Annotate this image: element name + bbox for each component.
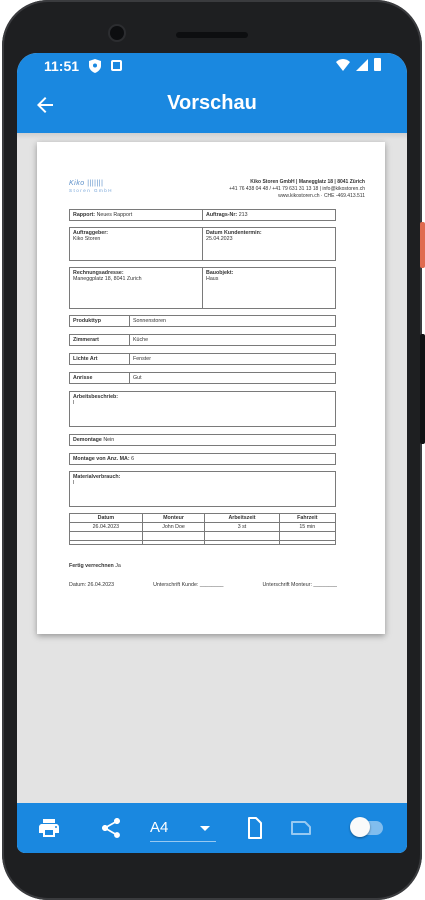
wifi-icon [336, 59, 350, 71]
auftrag-cell [203, 210, 335, 220]
time-table [69, 513, 336, 545]
datum-kt-value: 25.04.2023 [206, 236, 233, 242]
auftrag-label: Auftrags-Nr: [206, 212, 238, 218]
auftraggeber-cell [70, 228, 203, 260]
demontage-row [69, 434, 336, 446]
demontage-label: Demontage [73, 437, 102, 443]
material-label: Materialverbrauch: [73, 474, 121, 480]
zimmerart-label: Zimmerart [70, 335, 130, 345]
montage-row [69, 453, 336, 465]
company-contact-line: +41 76 438 04 48 / +41 79 631 31 13 18 | info@kikostoren.ch [229, 186, 365, 193]
table-cell: 26.04.2023 [70, 523, 143, 532]
lichte-art-row [69, 353, 336, 365]
material-value: I [73, 480, 75, 486]
volume-button [420, 334, 425, 444]
fertig-label: Fertig verrechnen [69, 563, 114, 569]
table-row [70, 532, 336, 541]
zimmerart-row [69, 334, 336, 346]
anrisse-value: Gut [133, 375, 142, 381]
shield-icon [89, 59, 101, 73]
arbeitsbeschrieb-box [69, 391, 336, 427]
table-header: Datum [70, 514, 143, 523]
page-title: Vorschau [167, 92, 257, 114]
bottom-toolbar [17, 803, 407, 853]
arbeitsbeschrieb-label: Arbeitsbeschrieb: [73, 394, 119, 400]
status-icons [336, 58, 381, 71]
fertig-line [69, 563, 121, 569]
speaker [176, 32, 248, 38]
lichte-art-label: Lichte Art [70, 354, 130, 364]
table-row [70, 523, 336, 532]
signal-icon [356, 59, 368, 71]
camera [110, 26, 124, 40]
table-header: Monteur [142, 514, 205, 523]
logo-text: Kiko [69, 180, 85, 187]
signature-date: Datum: 26.04.2023 [69, 582, 115, 588]
document-page [37, 142, 385, 634]
table-cell: John Doe [142, 523, 205, 532]
bauobjekt-value: Haus [206, 276, 219, 282]
status-bar [17, 53, 407, 79]
demontage-value: Nein [103, 437, 115, 443]
share-icon[interactable] [99, 816, 123, 840]
datum-kt-label: Datum Kundentermin: [206, 230, 262, 236]
produkttyp-label: Produkttyp [70, 316, 130, 326]
company-header [229, 179, 365, 201]
datum-kt-cell [203, 228, 335, 260]
rechnung-label: Rechnungsadresse: [73, 270, 124, 276]
status-time: 11:51 [44, 58, 80, 74]
preview-shadow [17, 133, 407, 139]
screen [17, 53, 407, 853]
auftrag-value: 213 [238, 212, 248, 218]
auftraggeber-row [69, 227, 336, 261]
landscape-page-icon[interactable] [289, 816, 313, 840]
bauobjekt-label: Bauobjekt: [206, 270, 234, 276]
app-bar [17, 79, 407, 133]
materialverbrauch-box [69, 471, 336, 507]
produkttyp-value: Sonnenstoren [133, 318, 166, 324]
produkttyp-row [69, 315, 336, 327]
format-dropdown-underline [150, 841, 216, 842]
page-format-value[interactable]: A4 [150, 819, 169, 836]
arbeitsbeschrieb-value: I [73, 400, 75, 406]
notification-icon [111, 60, 122, 71]
table-header: Arbeitszeit [205, 514, 279, 523]
montage-label: Montage von Anz. MA: [73, 456, 130, 462]
toggle-thumb[interactable] [350, 817, 370, 837]
rapport-cell [70, 210, 203, 220]
table-row [70, 541, 336, 545]
anrisse-label: Anrisse [70, 373, 130, 383]
company-web-line: www.kikostoren.ch · CHE -469.413.511 [278, 193, 365, 200]
bauobjekt-cell [203, 268, 335, 308]
table-header-row [70, 514, 336, 523]
rechnung-value: Maneggplatz 18, 8041 Zurich [73, 276, 142, 282]
table-header: Fahrzeit [279, 514, 335, 523]
anrisse-row [69, 372, 336, 384]
printer-icon[interactable] [37, 816, 61, 840]
logo-bars: ||||||| [87, 180, 104, 187]
rapport-row [69, 209, 336, 221]
lichte-art-value: Fenster [133, 356, 151, 362]
arrow-drop-down-icon[interactable] [193, 816, 217, 840]
logo-subtext: Storen GmbH [69, 188, 114, 193]
company-name-line: Kiko Storen GmbH | Manegglatz 18 | 8041 Zürich [250, 179, 365, 185]
table-cell: 3 st [205, 523, 279, 532]
rechnung-row [69, 267, 336, 309]
montage-value: 6 [131, 456, 135, 462]
rechnung-cell [70, 268, 203, 308]
power-button [420, 222, 425, 268]
table-cell: 15 min [279, 523, 335, 532]
zimmerart-value: Küche [133, 337, 149, 343]
rapport-value: Neues Rapport [96, 212, 133, 218]
company-logo [69, 180, 131, 198]
battery-icon [374, 58, 381, 71]
auftraggeber-label: Auftraggeber: [73, 230, 109, 236]
signature-monteur: Unterschrift Monteur: ________ [262, 582, 337, 588]
portrait-page-icon[interactable] [242, 816, 266, 840]
pdf-preview-area[interactable] [17, 133, 407, 803]
signature-kunde: Unterschrift Kunde: ________ [153, 582, 224, 588]
rapport-label: Rapport: [73, 212, 96, 218]
auftraggeber-value: Kiko Storen [73, 236, 101, 242]
fertig-value: Ja [115, 563, 121, 569]
signature-line [69, 582, 337, 588]
